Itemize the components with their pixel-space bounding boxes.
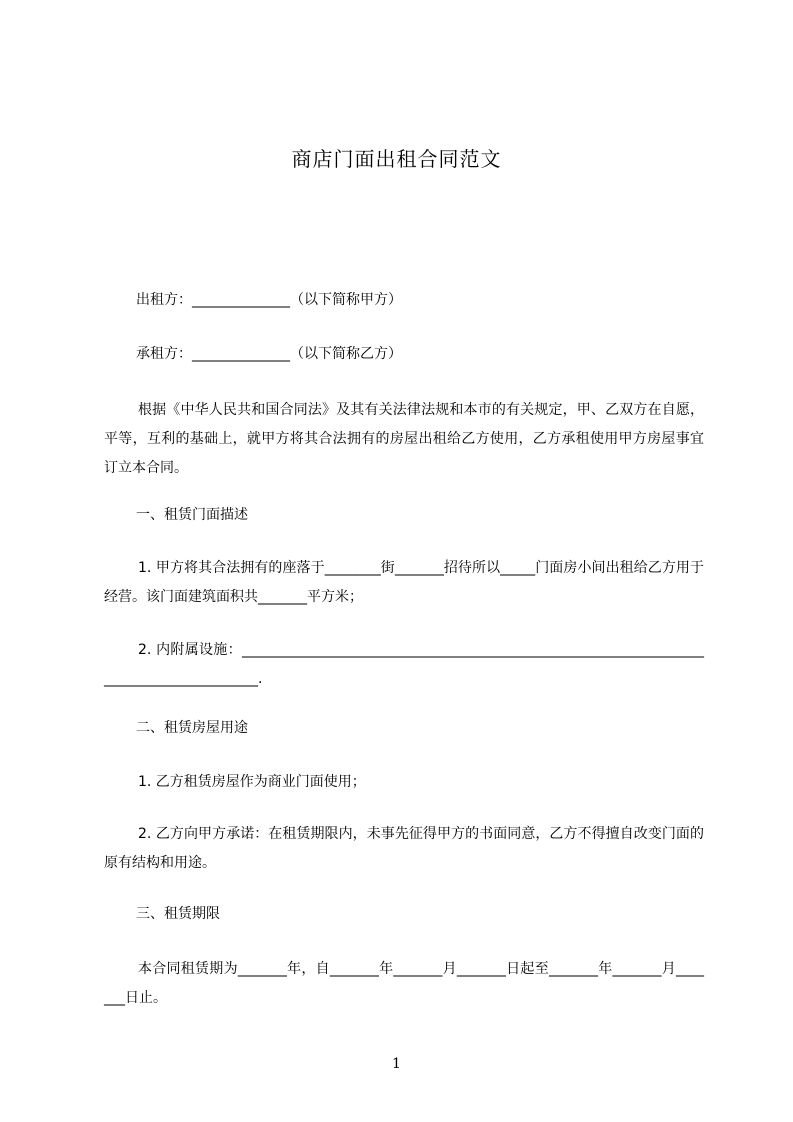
page-number: 1 <box>392 1056 401 1072</box>
section-2-item-2: 2. 乙方向甲方承诺：在租赁期限内，未事先征得甲方的书面同意，乙方不得擅自改变门面的原有结构和用途。 <box>104 826 704 871</box>
section-2-heading: 二、租赁房屋用途 <box>136 720 248 736</box>
document-title: 商店门面出租合同范文 <box>291 147 502 171</box>
lessee-line: 承租方：______________（以下简称乙方） <box>136 346 402 362</box>
section-1-item-1: 1. 甲方将其合法拥有的座落于________街_______招待所以_____门面房小间出租给乙方用于经营。该门面建筑面积共_______平方米； <box>104 560 704 605</box>
lessor-line: 出租方：______________（以下简称甲方） <box>136 292 402 308</box>
section-3-heading: 三、租赁期限 <box>136 906 220 922</box>
section-3-item-1: 本合同租赁期为_______年，自_______年_______月_______日起至_______年_______月_______日止。 <box>104 961 704 1006</box>
section-2-item-1: 1. 乙方租赁房屋作为商业门面使用； <box>138 774 366 790</box>
section-1-item-2: 2. 内附属设施：________________________________________________________________________________________. <box>104 642 704 687</box>
section-1-heading: 一、租赁门面描述 <box>136 507 248 523</box>
preamble-paragraph: 根据《中华人民共和国合同法》及其有关法律法规和本市的有关规定，甲、乙双方在自愿，平等，互利的基础上，就甲方将其合法拥有的房屋出租给乙方使用，乙方承租使用甲方房屋事宜订立本合同。 <box>104 402 704 476</box>
